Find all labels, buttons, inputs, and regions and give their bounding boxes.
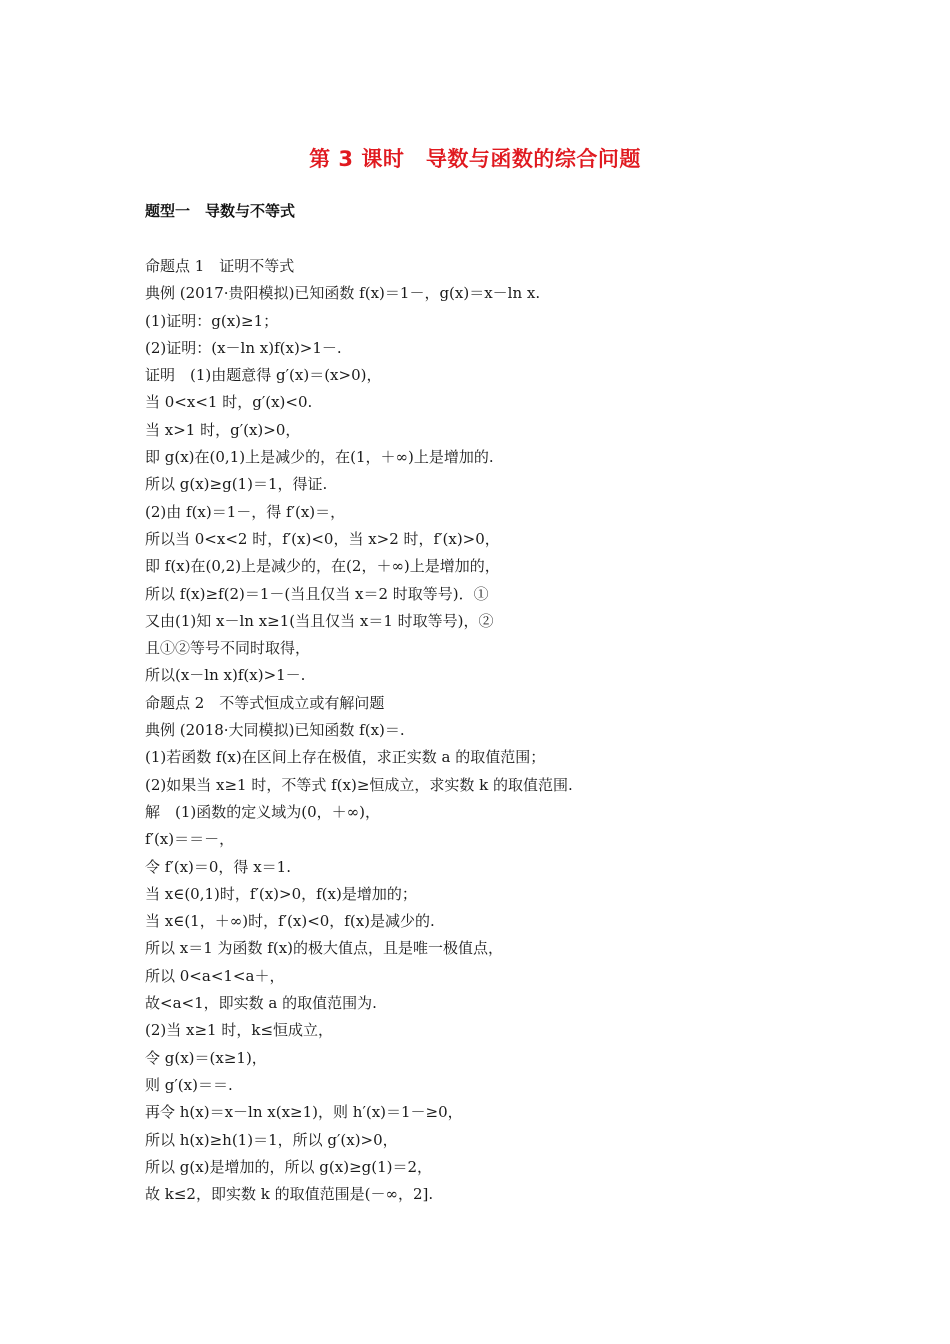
text-line: 所以当 0<x<2 时，f′(x)<0，当 x>2 时，f′(x)>0， <box>145 529 500 548</box>
text-line: 所以 f(x)≥f(2)＝1－(当且仅当 x＝2 时取等号)．① <box>145 584 489 603</box>
text-line: 典例 (2017·贵阳模拟)已知函数 f(x)＝1－，g(x)＝x－ln x. <box>145 284 541 303</box>
text-line: 所以 x＝1 为函数 f(x)的极大值点，且是唯一极值点， <box>145 939 504 958</box>
text-line: 所以 h(x)≥h(1)＝1，所以 g′(x)>0， <box>145 1130 398 1149</box>
text-line: 即 g(x)在(0,1)上是减少的，在(1，＋∞)上是增加的. <box>145 448 494 467</box>
text-line: 典例 (2018·大同模拟)已知函数 f(x)＝. <box>145 721 405 740</box>
text-line: 又由(1)知 x－ln x≥1(当且仅当 x＝1 时取等号)，② <box>145 611 494 630</box>
text-line: 当 x>1 时，g′(x)>0， <box>145 420 301 439</box>
text-line: 即 f(x)在(0,2)上是减少的，在(2，＋∞)上是增加的， <box>145 557 500 576</box>
text-line: 当 0<x<1 时，g′(x)<0. <box>145 393 313 412</box>
text-line: (2)当 x≥1 时，k≤恒成立， <box>145 1021 334 1040</box>
text-line: 故 k≤2，即实数 k 的取值范围是(－∞，2]. <box>145 1185 434 1204</box>
text-line: 所以 g(x)是增加的，所以 g(x)≥g(1)＝2， <box>145 1157 433 1176</box>
text-line: (2)证明：(x－ln x)f(x)>1－. <box>145 338 342 357</box>
document-body <box>145 253 825 1208</box>
text-line: 所以 0<a<1<a＋， <box>145 966 285 985</box>
text-line: 命题点 2 不等式恒成立或有解问题 <box>145 693 385 712</box>
text-line: (1)证明：g(x)≥1； <box>145 311 279 330</box>
page-title: 第 3 课时 导数与函数的综合问题 <box>309 147 641 171</box>
text-line: 则 g′(x)＝＝. <box>145 1075 233 1094</box>
text-line: 证明 (1)由题意得 g′(x)＝(x>0)， <box>145 366 382 385</box>
text-line: 所以 g(x)≥g(1)＝1，得证. <box>145 475 328 494</box>
text-line: (1)若函数 f(x)在区间上存在极值，求正实数 a 的取值范围； <box>145 748 546 767</box>
text-line: f′(x)＝＝－， <box>145 830 235 849</box>
text-line: 当 x∈(0,1)时，f′(x)>0，f(x)是增加的； <box>145 884 417 903</box>
text-line: 令 g(x)＝(x≥1)， <box>145 1048 267 1067</box>
text-line: 再令 h(x)＝x－ln x(x≥1)，则 h′(x)＝1－≥0， <box>145 1103 463 1122</box>
text-line: 解 (1)函数的定义域为(0，＋∞)， <box>145 802 380 821</box>
text-line: 且①②等号不同时取得， <box>145 639 311 658</box>
text-line: (2)如果当 x≥1 时，不等式 f(x)≥恒成立，求实数 k 的取值范围. <box>145 775 573 794</box>
section-heading: 题型一 导数与不等式 <box>145 202 296 220</box>
text-line: 所以(x－ln x)f(x)>1－. <box>145 666 306 685</box>
text-line: (2)由 f(x)＝1－，得 f′(x)＝， <box>145 502 346 521</box>
text-line: 当 x∈(1，＋∞)时，f′(x)<0，f(x)是减少的. <box>145 912 435 931</box>
text-line: 命题点 1 证明不等式 <box>145 257 295 275</box>
text-line: 令 f′(x)＝0，得 x＝1. <box>145 857 291 876</box>
text-line: 故<a<1，即实数 a 的取值范围为. <box>145 994 377 1013</box>
